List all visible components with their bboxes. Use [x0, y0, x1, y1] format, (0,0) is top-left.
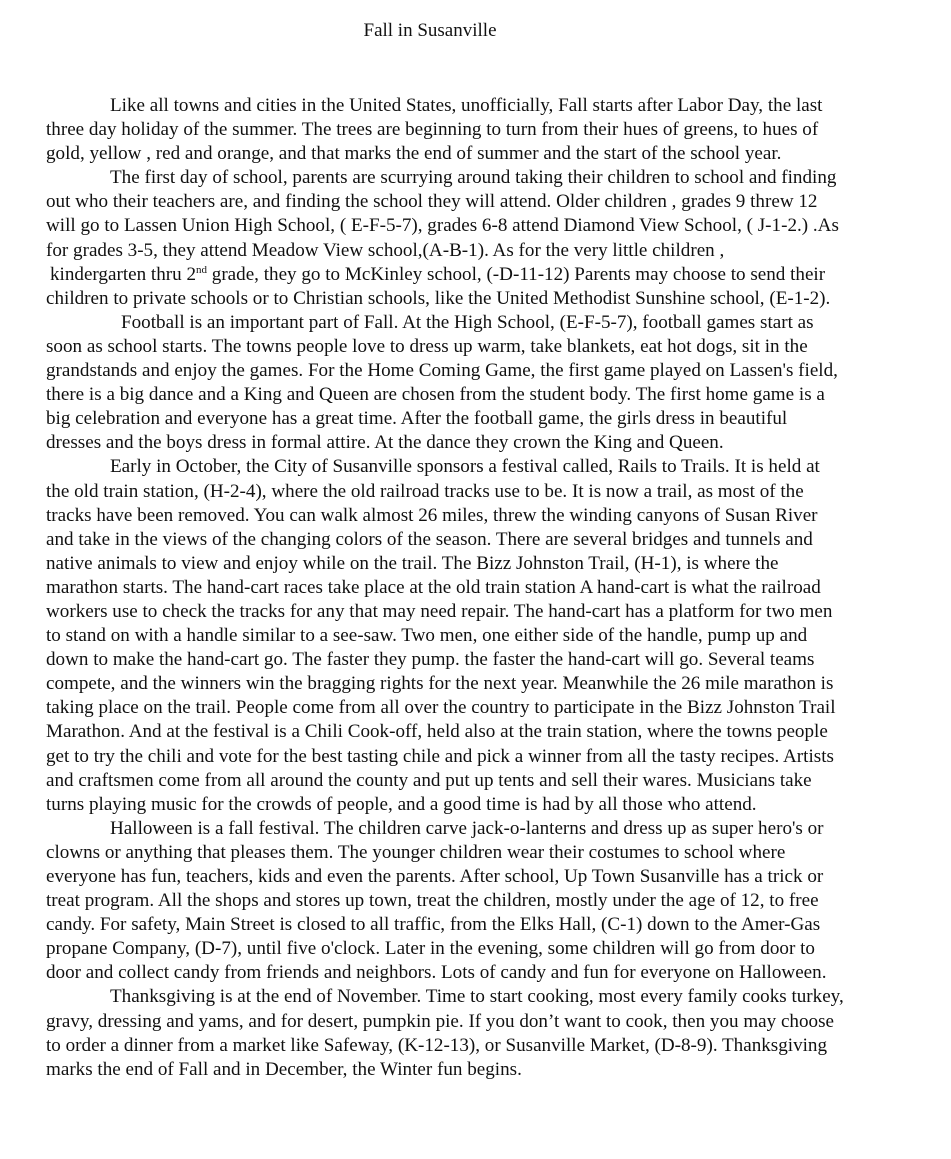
text-line: native animals to view and enjoy while on the trail. The Bizz Johnston Trail, (H-1), is where the: [46, 552, 779, 574]
paragraph-football: [46, 311, 946, 456]
text-line: treat program. All the shops and stores up town, treat the children, mostly under the age of 12, to free: [46, 890, 819, 912]
text-line: clowns or anything that pleases them. The younger children wear their costumes to school where: [46, 841, 786, 863]
text-line: candy. For safety, Main Street is closed to all traffic, from the Elks Hall, (C-1) down to the Amer-Gas: [46, 914, 821, 936]
text-line: turns playing music for the crowds of people, and a good time is had by all those who attend.: [46, 793, 757, 815]
text-line: grandstands and enjoy the games. For the Home Coming Game, the first game played on Lassen's field,: [46, 360, 838, 382]
text-line: and take in the views of the changing colors of the season. There are several bridges and tunnels and: [46, 528, 813, 550]
text-line: Halloween is a fall festival. The children carve jack-o-lanterns and dress up as super hero's or: [110, 817, 824, 839]
text-line: to order a dinner from a market like Safeway, (K-12-13), or Susanville Market, (D-8-9). Thanksgiving: [46, 1034, 828, 1056]
text-line: compete, and the winners win the bragging rights for the next year. Meanwhile the 26 mile marathon is: [46, 673, 834, 695]
paragraph-rails-to-trails: [46, 455, 946, 816]
paragraph-halloween: [46, 817, 946, 986]
text-line: down to make the hand-cart go. The faster they pump. the faster the hand-cart will go. Several teams: [46, 649, 815, 671]
text-line: Like all towns and cities in the United States, unofficially, Fall starts after Labor Day, the last: [110, 95, 823, 116]
text-line: three day holiday of the summer. The trees are beginning to turn from their hues of greens, to hues of: [46, 119, 819, 141]
text-line: there is a big dance and a King and Queen are chosen from the student body. The first home game is a: [46, 384, 825, 406]
text-line: to stand on with a handle similar to a see-saw. Two men, one either side of the handle, pump up and: [46, 625, 808, 647]
text-line: marathon starts. The hand-cart races take place at the old train station A hand-cart is what the railroad: [46, 576, 821, 598]
text-line: The first day of school, parents are scurrying around taking their children to school and finding: [110, 167, 837, 189]
text-line: Football is an important part of Fall. At the High School, (E-F-5-7), football games start as: [121, 311, 814, 333]
paragraph-school: [46, 166, 946, 311]
text-line: propane Company, (D-7), until five o'clock. Later in the evening, some children will go from door to: [46, 938, 815, 960]
text-line: and craftsmen come from all around the county and put up tents and sell their wares. Musicians take: [46, 769, 812, 791]
text-segment: grade, they go to McKinley school, (-D-11-12) Parents may choose to send their: [207, 263, 826, 285]
text-line: everyone has fun, teachers, kids and even the parents. After school, Up Town Susanville has a trick or: [46, 866, 824, 887]
text-line: taking place on the trail. People come from all over the country to participate in the Bizz Johnston Trail: [46, 697, 836, 719]
text-line: will go to Lassen Union High School, ( E-F-5-7), grades 6-8 attend Diamond View School, ( J-1-2.) .As: [46, 215, 839, 237]
paragraph-labor-day: [46, 94, 946, 166]
text-line: soon as school starts. The towns people love to dress up warm, take blankets, eat hot dogs, sit in the: [46, 335, 808, 357]
text-line: gold, yellow , red and orange, and that marks the end of summer and the start of the school year.: [46, 143, 782, 165]
text-line: for grades 3-5, they attend Meadow View school,(A-B-1). As for the very little children ,: [46, 239, 725, 261]
text-segment: kindergarten thru 2: [50, 263, 196, 285]
text-line: Marathon. And at the festival is a Chili Cook-off, held also at the train station, where the towns people: [46, 721, 828, 743]
text-line: get to try the chili and vote for the best tasting chile and pick a winner from all the tasty recipes. Artists: [46, 745, 834, 767]
document-title: Fall in Susanville: [363, 20, 497, 41]
text-line: big celebration and everyone has a great time. After the football game, the girls dress in beautiful: [46, 408, 788, 430]
ordinal-superscript: nd: [196, 263, 207, 276]
text-line: dresses and the boys dress in formal attire. At the dance they crown the King and Queen.: [46, 432, 724, 454]
paragraph-thanksgiving: [46, 985, 946, 1081]
text-line: tracks have been removed. You can walk almost 26 miles, threw the winding canyons of Susan River: [46, 504, 818, 526]
text-line: children to private schools or to Christian schools, like the United Methodist Sunshine school, (E-1-2).: [46, 287, 831, 309]
text-line: out who their teachers are, and finding the school they will attend. Older children , grades 9 threw 12: [46, 191, 818, 213]
text-line: door and collect candy from friends and neighbors. Lots of candy and fun for everyone on Halloween.: [46, 962, 827, 984]
text-line: Thanksgiving is at the end of November. Time to start cooking, most every family cooks turkey,: [110, 986, 844, 1008]
text-line: gravy, dressing and yams, and for desert, pumpkin pie. If you don’t want to cook, then you may choose: [46, 1010, 834, 1032]
text-line: the old train station, (H-2-4), where the old railroad tracks use to be. It is now a trail, as most of the: [46, 480, 804, 502]
text-line: workers use to check the tracks for any that may need repair. The hand-cart has a platform for two men: [46, 600, 833, 622]
text-line: Early in October, the City of Susanville sponsors a festival called, Rails to Trails. It is held at: [110, 456, 820, 478]
document-body: [46, 94, 946, 1082]
text-line: [46, 263, 946, 287]
text-line: marks the end of Fall and in December, the Winter fun begins.: [46, 1058, 522, 1080]
